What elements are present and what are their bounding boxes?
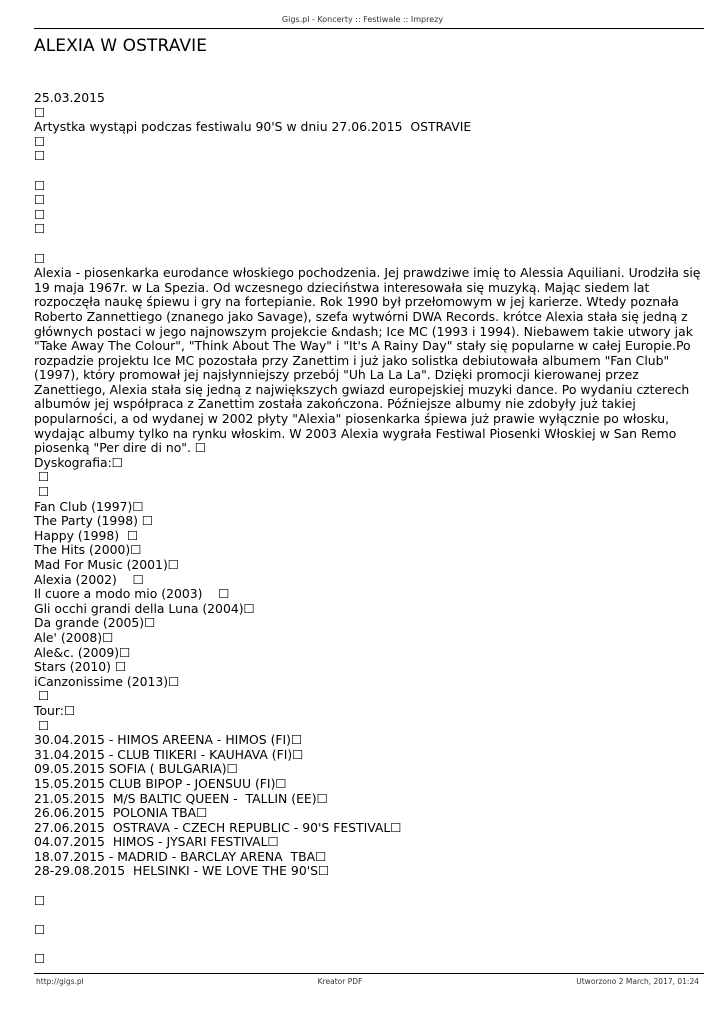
tour-date-item: 31.04.2015 - CLUB TIIKERI - KAUHAVA (FI)☐: [34, 746, 304, 762]
box-glyph: ☐: [34, 892, 46, 908]
box-glyph: ☐: [34, 951, 46, 967]
spacer: [34, 164, 706, 179]
footer-url-link[interactable]: http://gigs.pl: [36, 977, 84, 986]
album-item: Ale&c. (2009)☐: [34, 644, 131, 660]
box-glyph: ☐: [37, 469, 50, 485]
spacer: [34, 879, 706, 894]
box-glyph: ☐: [34, 148, 46, 164]
page-title: ALEXIA W OSTRAVIE: [34, 36, 208, 56]
tour-date-item: 30.04.2015 - HIMOS AREENA - HIMOS (FI)☐: [34, 732, 303, 748]
tour-date-item: 26.06.2015 POLONIA TBA☐: [34, 805, 208, 821]
footer-generator: Kreator PDF: [317, 977, 363, 986]
box-glyph: ☐: [34, 206, 46, 222]
box-glyph: ☐: [37, 484, 50, 500]
tour-date-item: 28-29.08.2015 HELSINKI - WE LOVE THE 90'S☐: [34, 863, 330, 879]
discography-heading: Dyskografia:☐: [34, 454, 123, 470]
box-glyph: ☐: [34, 250, 46, 266]
box-glyph: ☐: [34, 921, 46, 937]
article-body: [34, 91, 706, 967]
album-item: Stars (2010) ☐: [34, 659, 127, 675]
box-glyph: ☐: [37, 717, 50, 733]
album-item: Fan Club (1997)☐: [34, 498, 144, 514]
announcement-text: Artystka wystąpi podczas festiwalu 90'S w dniu 27.06.2015 OSTRAVIE: [34, 119, 472, 135]
tour-date-item: 09.05.2015 SOFIA ( BULGARIA)☐: [34, 761, 238, 777]
album-item: The Hits (2000)☐: [34, 542, 142, 558]
album-item: Il cuore a modo mio (2003) ☐: [34, 586, 230, 602]
box-glyph: ☐: [37, 688, 50, 704]
album-item: Gli occhi grandi della Luna (2004)☐: [34, 600, 255, 616]
footer-created-date: Utworzono 2 March, 2017, 01:24: [576, 977, 699, 986]
album-item: Mad For Music (2001)☐: [34, 557, 179, 572]
page-header-site: Gigs.pl - Koncerty :: Festiwale :: Imprezy: [281, 15, 444, 24]
tour-date-item: 18.07.2015 - MADRID - BARCLAY ARENA TBA☐: [34, 848, 327, 864]
box-glyph: ☐: [34, 104, 46, 120]
tour-date-item: 04.07.2015 HIMOS - JYSARI FESTIVAL☐: [34, 834, 279, 850]
box-glyph: ☐: [34, 133, 46, 149]
album-item: Alexia (2002) ☐: [34, 571, 144, 587]
box-glyph: ☐: [34, 177, 46, 193]
album-item: Ale' (2008)☐: [34, 629, 114, 645]
tour-date-item: 27.06.2015 OSTRAVA - CZECH REPUBLIC - 90'S FESTIVAL☐: [34, 819, 402, 835]
tour-date-item: 15.05.2015 CLUB BIPOP - JOENSUU (FI)☐: [34, 775, 287, 791]
album-item: Da grande (2005)☐: [34, 615, 156, 631]
footer-divider: [34, 973, 704, 974]
spacer: [34, 908, 706, 923]
tour-date-item: 21.05.2015 M/S BALTIC QUEEN - TALLIN (EE)☐: [34, 790, 328, 806]
spacer: [34, 937, 706, 952]
box-glyph: ☐: [34, 221, 46, 237]
bio-paragraph: Alexia - piosenkarka eurodance włoskiego pochodzenia. Jej prawdziwe imię to Alessia Aquiliani. Urodziła się 19 maja 1967r. w La Spezia. Od wczesnego dzieciństwa interesowała się muzyką. Mając siedem lat rozpoczęła naukę śpiewu i gry na fortepianie. Rok 1990 był przełomowym w jej karierze. Wtedy poznała Roberto Zannettiego (znanego jako Savage), szefa wytwórni DWA Records. krótce Alexia stała się jedną z głównych postaci w jego najnowszym projekcie &ndash; Ice MC (1993 i 1994). Niebawem takie utwory jak "Take Away The Colour", "Think About The Way" i "It's A Rainy Day" stały się popularne w całej Europie.Po rozpadzie projektu Ice MC pozostała przy Zanettim i już jako solistka debiutowała albumem "Fan Club" (1997), który promował jej najsłynniejszy przebój "Uh La La La". Dzięki promocji kierowanej przez Zanettiego, Alexia stała się jedną z największych gwiazd europejskiej muzyki dance. Po wydaniu czterech albumów jej współpraca z Zanettim została zakończona. Późniejsze albumy nie zdobyły już takiej popularności, a od wydanej w 2002 płyty "Alexia" piosenkarka śpiewa już prawie wyłącznie po włosku, wydając albumy tylko na rynku włoskim. W 2003 Alexia wygrała Festiwal Piosenki Włoskiej w San Remo piosenką "Per dire di no". ☐: [34, 265, 701, 456]
tour-heading: Tour:☐: [34, 702, 76, 718]
box-glyph: ☐: [34, 192, 46, 208]
album-item: The Party (1998) ☐: [34, 513, 153, 529]
header-divider: [34, 28, 704, 29]
spacer: [34, 237, 706, 252]
article-date: 25.03.2015: [34, 90, 105, 105]
album-item: iCanzonissime (2013)☐: [34, 673, 180, 689]
album-item: Happy (1998) ☐: [34, 527, 139, 543]
